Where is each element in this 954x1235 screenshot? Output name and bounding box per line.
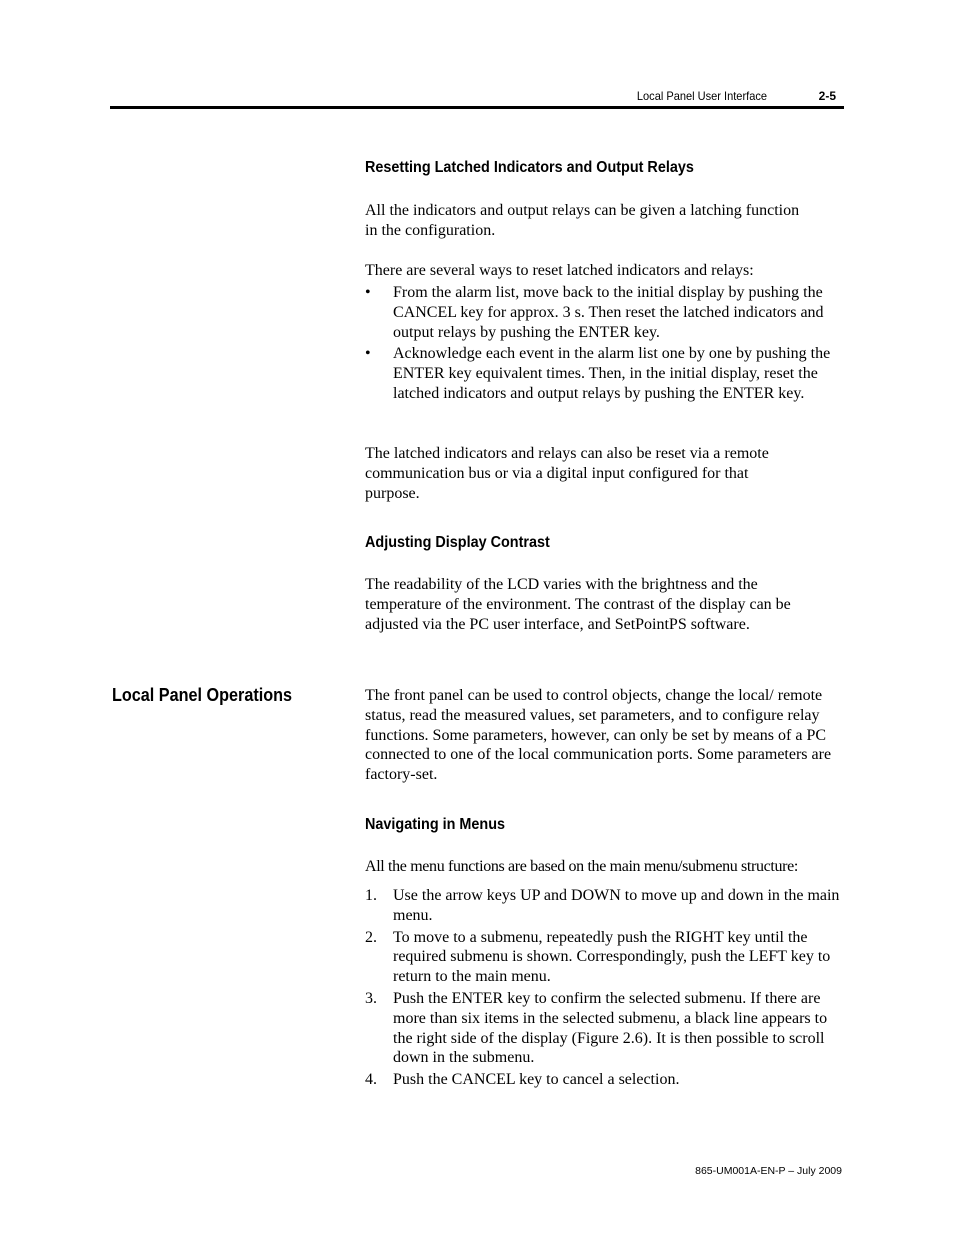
step-text: Push the CANCEL key to cancel a selection. [393, 1071, 680, 1089]
resetting-bullet-list [365, 283, 845, 406]
operations-paragraph: The front panel can be used to control objects, change the local/ remote status, read the measured values, set parameters, and to configure relay functions. Some parameters, however, can only be set by means of a PC connected to one of the local communication ports. Some parameters are factory-set. [365, 687, 832, 784]
section-heading-contrast: Adjusting Display Contrast [365, 534, 550, 551]
section-heading-navigating: Navigating in Menus [365, 816, 506, 833]
bullet-text: From the alarm list, move back to the initial display by pushing the CANCEL key for approx. 3 s. Then reset the latched indicators and output relays by pushing the ENTER key. [393, 284, 824, 341]
step-text: Push the ENTER key to confirm the selected submenu. If there are more than six items in the selected submenu, a black line appears to the right side of the display (Figure 2.6). It is then possible to scroll down in the submenu. [393, 989, 828, 1067]
resetting-paragraph-2: There are several ways to reset latched indicators and relays: [365, 262, 754, 279]
header-rule [110, 106, 844, 109]
header-title: Local Panel User Interface [636, 89, 767, 103]
section-heading-resetting: Resetting Latched Indicators and Output Relays [365, 159, 694, 176]
step-number: 1. [365, 887, 377, 904]
resetting-paragraph-3: The latched indicators and relays can also be reset via a remote communication bus or via a digital input configured for that purpose. [365, 445, 769, 502]
navigating-steps-list [365, 886, 845, 1092]
step-number: 4. [365, 1071, 377, 1089]
step-number: 2. [365, 928, 377, 946]
bullet-mark: • [365, 284, 371, 301]
step-text: To move to a submenu, repeatedly push the RIGHT key until the required submenu is shown. Correspondingly, push the LEFT key to return to the main menu. [393, 928, 831, 986]
list-item [365, 1070, 845, 1090]
list-item [365, 283, 845, 342]
list-item [365, 886, 845, 926]
bullet-mark: • [365, 345, 371, 363]
list-item [365, 928, 845, 987]
bullet-text: Acknowledge each event in the alarm list one by one by pushing the ENTER key equivalent times. Then, in the initial display, reset the latched indicators and output relays by pushing the ENTER key. [393, 345, 831, 402]
page-number: 2-5 [818, 89, 836, 103]
list-item [365, 989, 845, 1068]
list-item [365, 344, 845, 403]
contrast-paragraph: The readability of the LCD varies with the brightness and the temperature of the environment. The contrast of the display can be adjusted via the PC user interface, and SetPointPS software. [365, 576, 791, 633]
footer-doc-id: 865-UM001A-EN-P – July 2009 [695, 1165, 842, 1177]
navigating-intro: All the menu functions are based on the main menu/submenu structure: [365, 858, 798, 875]
side-heading-local-panel-operations: Local Panel Operations [112, 685, 293, 705]
resetting-paragraph-1: All the indicators and output relays can be given a latching function in the configuration. [365, 202, 800, 239]
step-number: 3. [365, 989, 377, 1007]
step-text: Use the arrow keys UP and DOWN to move up and down in the main menu. [393, 887, 840, 924]
